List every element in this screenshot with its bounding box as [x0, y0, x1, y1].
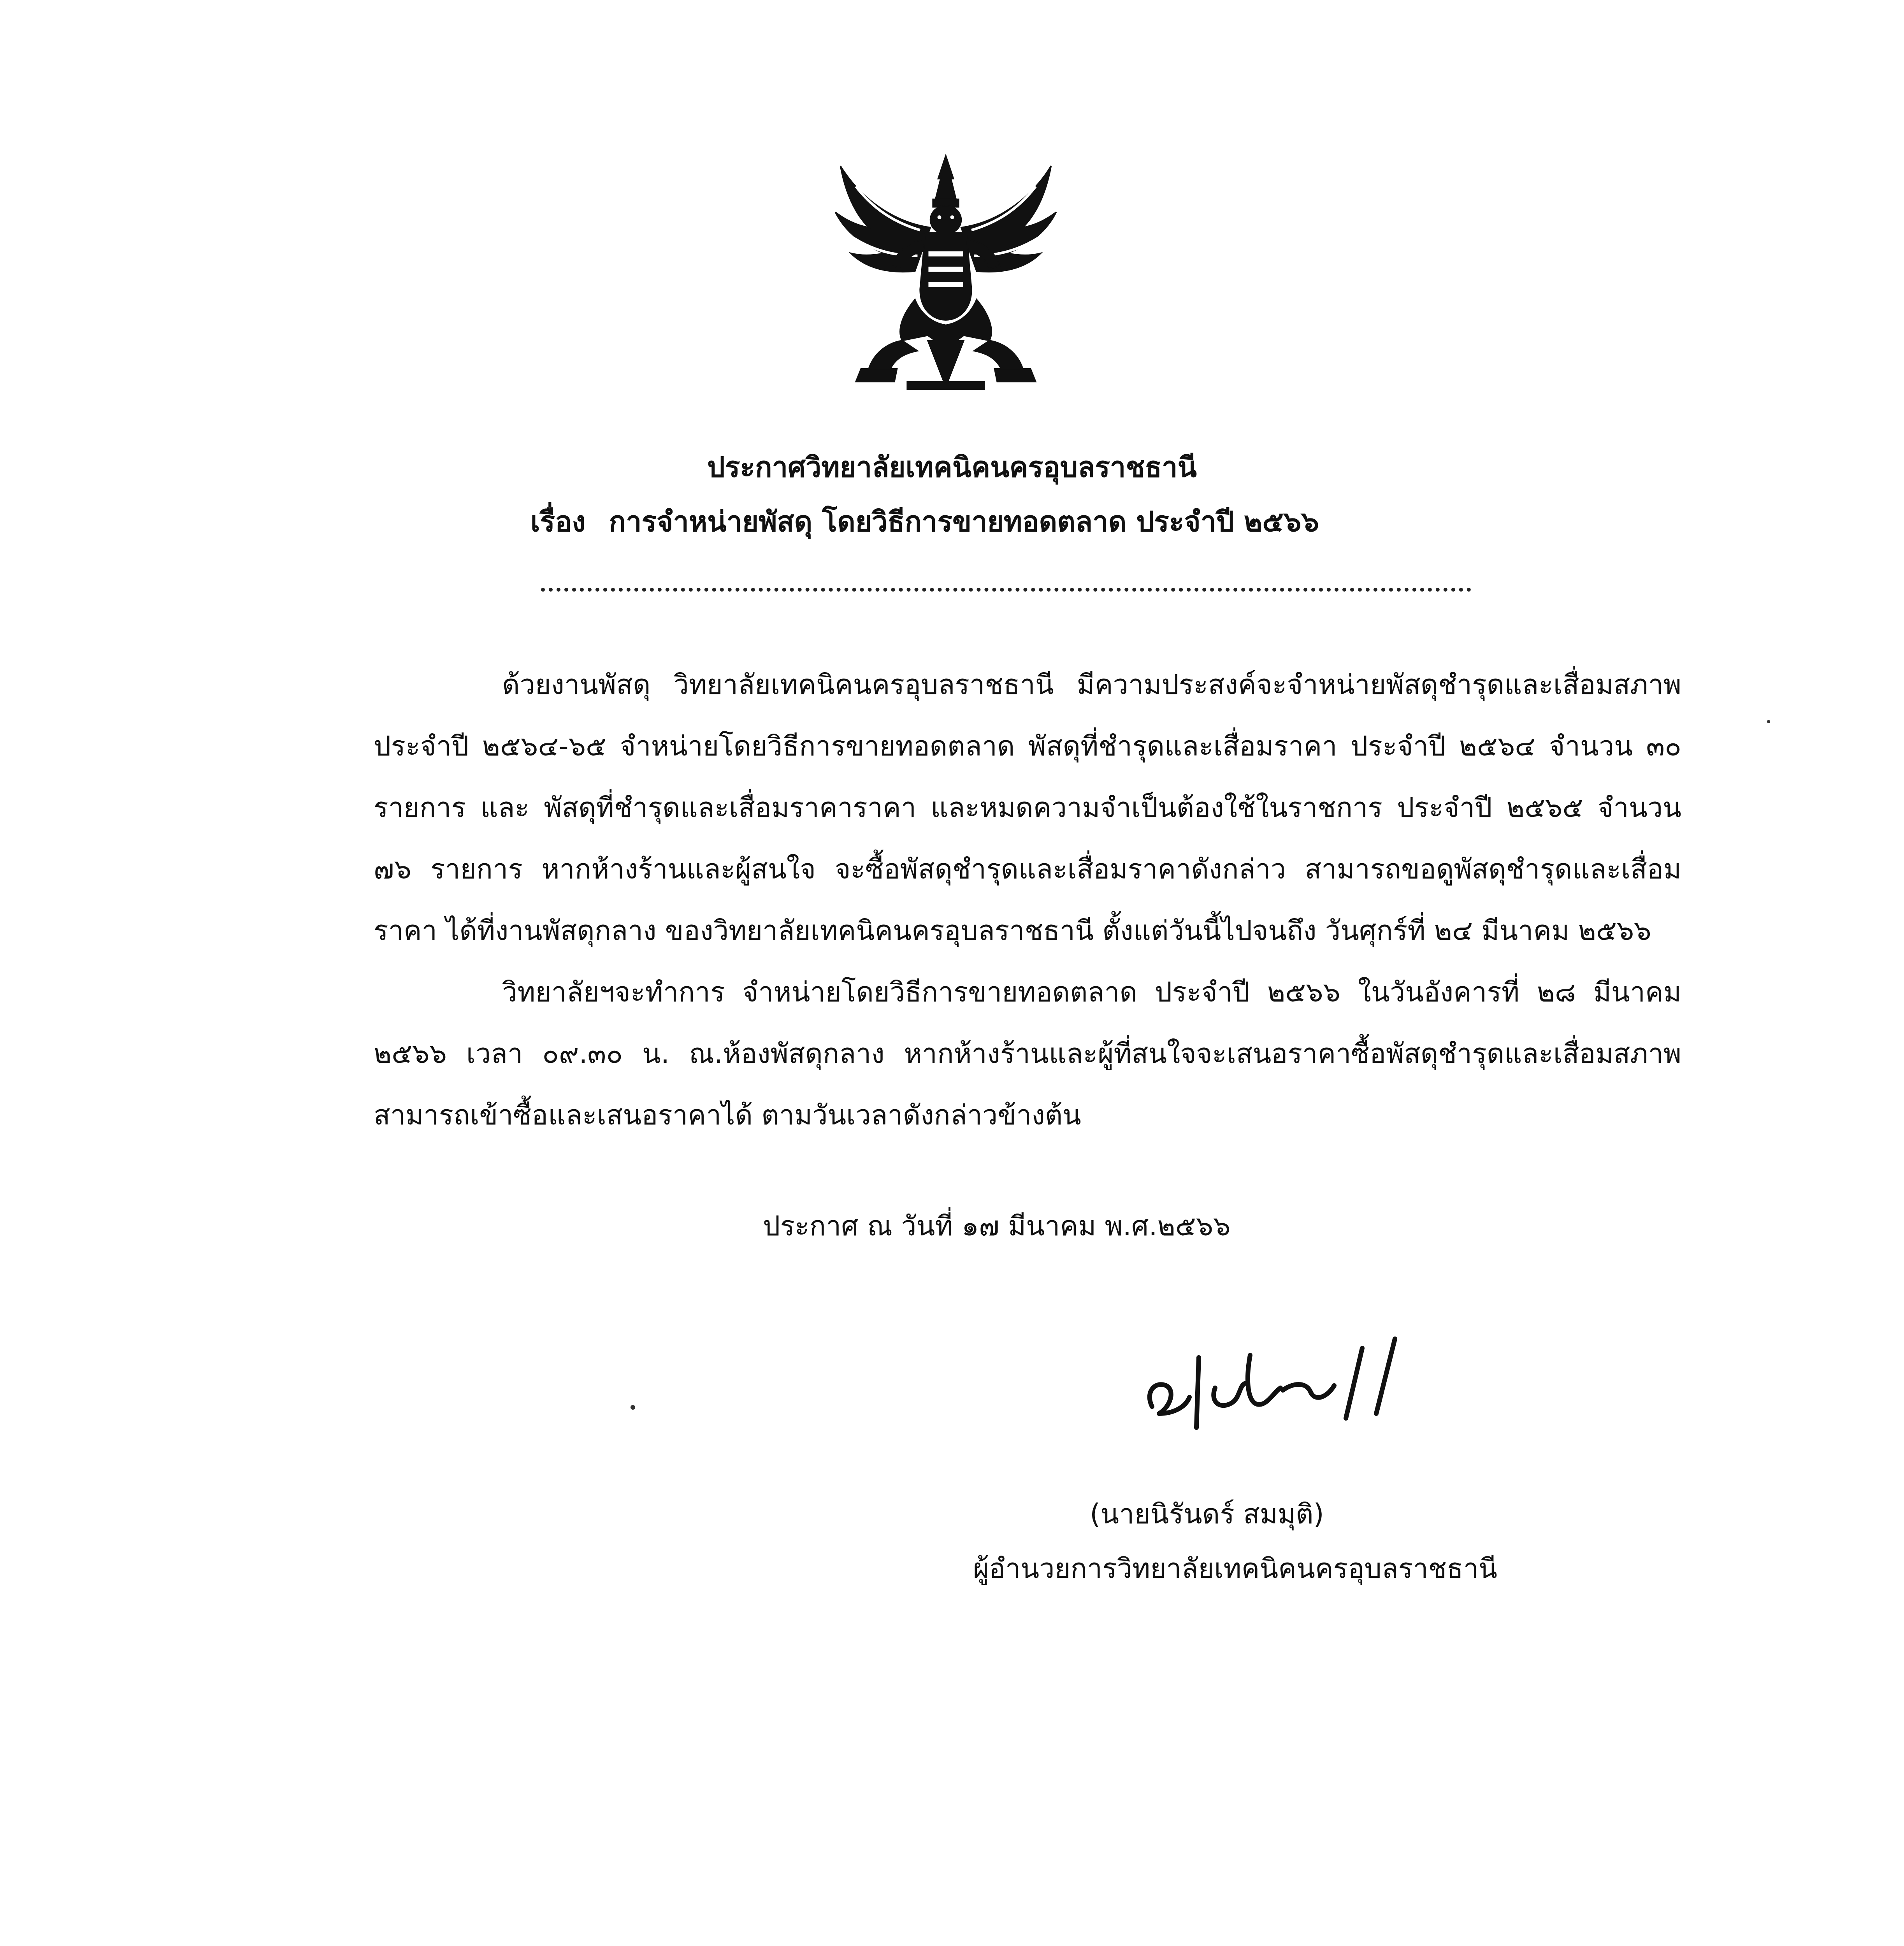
- document-title: ประกาศวิทยาลัยเทคนิคนครอุบลราชธานี: [707, 451, 1197, 483]
- signatory-name: (นายนิรันดร์ สมมุติ): [1090, 1498, 1324, 1530]
- garuda-emblem-icon: [817, 148, 1074, 405]
- announcement-date: ประกาศ ณ วันที่ ๑๗ มีนาคม พ.ศ.๒๕๖๖: [763, 1210, 1231, 1242]
- document-body: [374, 654, 1681, 1146]
- scan-speck: [1767, 720, 1770, 723]
- subject-label: เรื่อง: [530, 505, 586, 538]
- header-divider: [541, 588, 1471, 592]
- subject-text: การจำหน่ายพัสดุ โดยวิธีการขายทอดตลาด ประจำปี ๒๕๖๖: [609, 505, 1319, 538]
- document-subject: [0, 494, 1877, 549]
- signature-icon: [1129, 1315, 1432, 1456]
- body-paragraph-1: ด้วยงานพัสดุ วิทยาลัยเทคนิคนครอุบลราชธานี มีความประสงค์จะจำหน่ายพัสดุชำรุดและเสื่อมสภาพ ประจำปี ๒๕๖๔-๖๕ จำหน่ายโดยวิธีการขายทอดตลาด พัสดุที่ชำรุดและเสื่อมราคา ประจำปี ๒๕๖๔ จำนวน ๓๐ รายการ และ พัสดุที่ชำรุดและเสื่อมราคาราคา และหมดความจำเป็นต้องใช้ในราชการ ประจำปี ๒๕๖๕ จำนวน ๗๖ รายการ หากห้างร้านและผู้สนใจ จะซื้อพัสดุชำรุดและเสื่อมราคาดังกล่าว สามารถขอดูพัสดุชำรุดและเสื่อมราคา ได้ที่งานพัสดุกลาง ของวิทยาลัยเทคนิคนครอุบลราชธานี ตั้งแต่วันนี้ไปจนถึง วันศุกร์ที่ ๒๔ มีนาคม ๒๕๖๖: [374, 669, 1681, 947]
- body-paragraph-2: วิทยาลัยฯจะทำการ จำหน่ายโดยวิธีการขายทอดตลาด ประจำปี ๒๕๖๖ ในวันอังคารที่ ๒๘ มีนาคม ๒๕๖๖ เวลา ๐๙.๓๐ น. ณ.ห้องพัสดุกลาง หากห้างร้านและผู้ที่สนใจจะเสนอราคาซื้อพัสดุชำรุดและเสื่อมสภาพ สามารถเข้าซื้อและเสนอราคาได้ ตามวันเวลาดังกล่าวข้างต้น: [374, 976, 1681, 1131]
- document-header: [0, 440, 1904, 549]
- signatory-position: ผู้อำนวยการวิทยาลัยเทคนิคนครอุบลราชธานี: [973, 1553, 1498, 1584]
- scan-speck: [631, 1405, 635, 1410]
